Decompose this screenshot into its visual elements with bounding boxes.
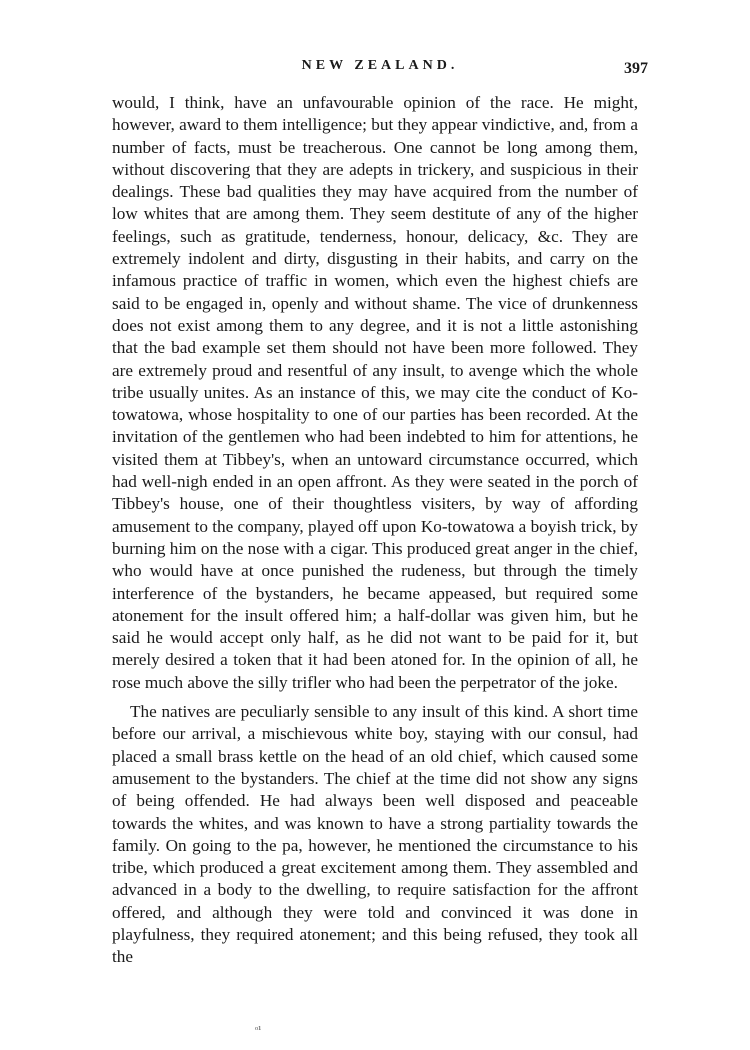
running-head (110, 56, 650, 80)
page-number: 397 (624, 60, 648, 77)
printer-signature-mark: ᵒ¹ (255, 1024, 262, 1034)
paragraph-continued: would, I think, have an unfavourable opinion of the race. He might, however, award to them intelligence; but they appear vindictive, and, from a number of facts, must be treacherous. One cannot be long among them, without discovering that they are adepts in trickery, and suspicious in their dealings. These bad qualities they may have acquired from the number of low whites that are among them. They seem destitute of any of the higher feelings, such as gratitude, tenderness, honour, delicacy, &c. They are extremely indolent and dirty, disgusting in their habits, and carry on the infamous practice of traffic in women, which even the highest chiefs are said to be engaged in, openly and without shame. The vice of drunkenness does not exist among them to any degree, and it is not a little astonishing that the bad example set them should not have been more followed. They are extremely proud and resentful of any insult, to avenge which the whole tribe usually unites. As an instance of this, we may cite the conduct of Ko-towatowa, whose hospitality to one of our parties has been recorded. At the invitation of the gentlemen who had been indebted to him for attentions, he visited them at Tibbey's, when an untoward circumstance occurred, which had well-nigh ended in an open affront. As they were seated in the porch of Tibbey's house, one of their thoughtless visiters, by way of affording amusement to the company, played off upon Ko-towatowa a boyish trick, by burning him on the nose with a cigar. This produced great anger in the chief, who would have at once punished the rudeness, but through the timely interference of the bystanders, he became appeased, but required some atonement for the insult offered him; a half-dollar was given him, but he said he would accept only half, as he did not want to be paid for it, but merely desired a token that it had been atoned for. In the opinion of all, he rose much above the silly trifler who had been the perpetrator of the joke. (112, 93, 639, 692)
running-title: NEW ZEALAND. (301, 58, 459, 73)
body-text (112, 92, 638, 976)
paragraph-natives-insult: The natives are peculiarly sensible to any insult of this kind. A short time before our arrival, a mischievous white boy, staying with our consul, had placed a small brass kettle on the head of an old chief, which caused some amusement to the bystanders. The chief at the time did not show any signs of being offended. He had always been well disposed and peaceable towards the whites, and was known to have a strong partiality towards the family. On going to the pa, however, he mentioned the circumstance to his tribe, which produced a great excitement among them. They assembled and advanced in a body to the dwelling, to require satisfaction for the affront offered, and although they were told and convinced it was done in playfulness, they required atonement; and this being refused, they took all the (112, 702, 638, 967)
